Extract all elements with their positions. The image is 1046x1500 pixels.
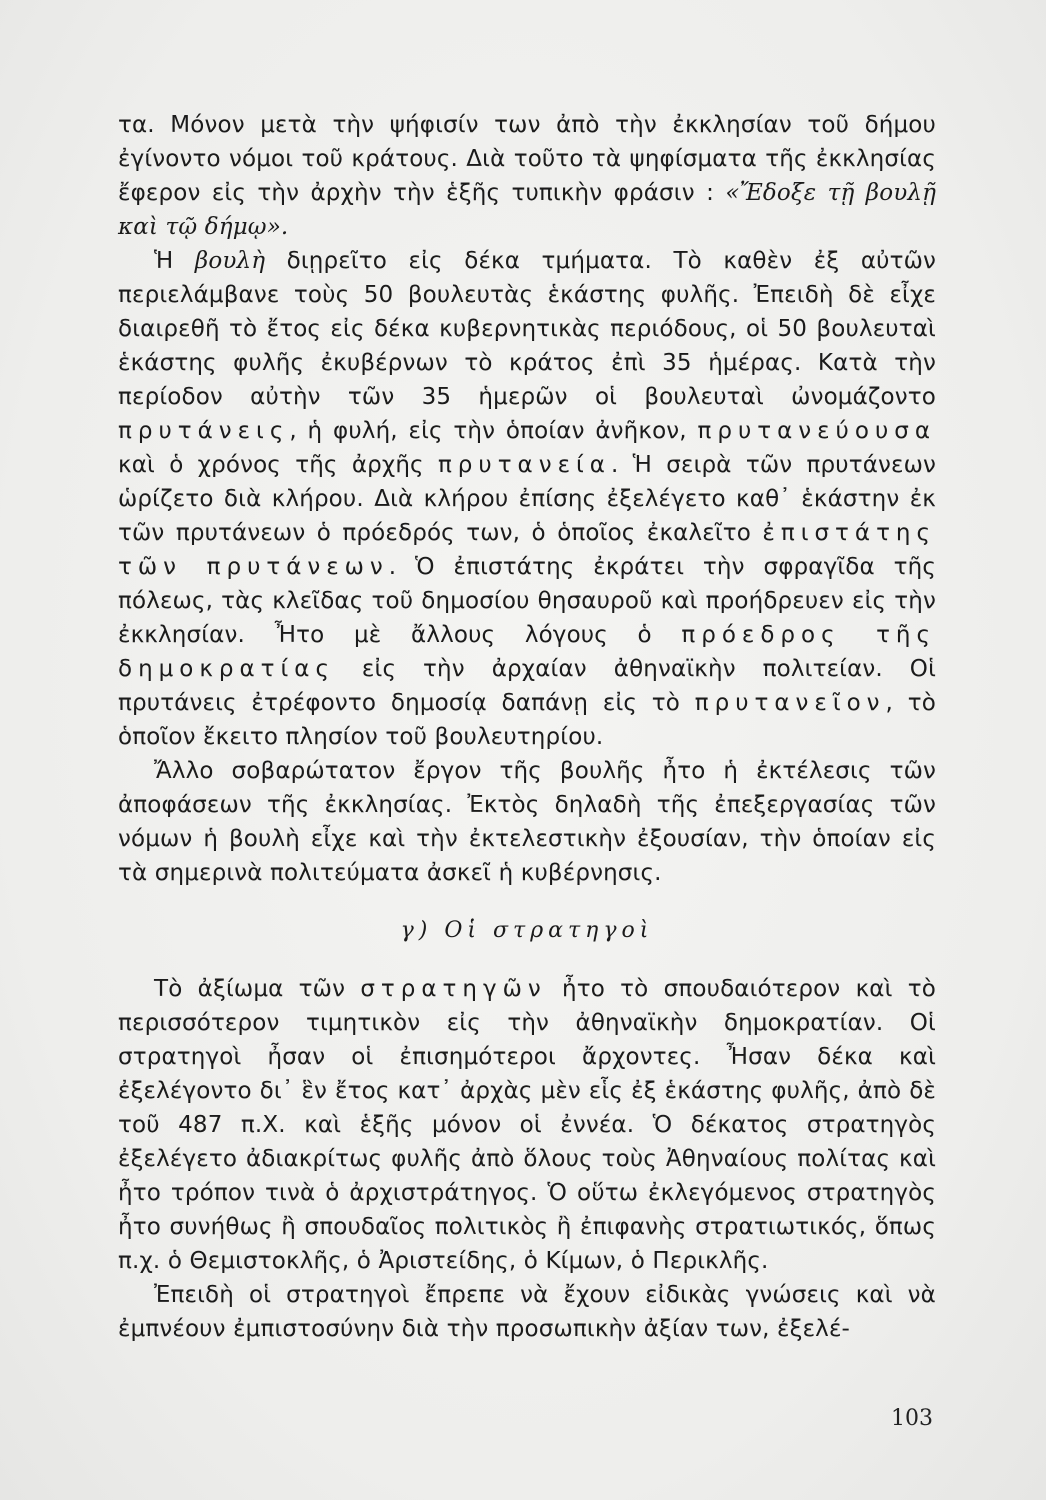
section-heading: γ) Οἱ στρατηγοὶ [400, 918, 654, 943]
paragraph-1 [118, 108, 936, 244]
paragraph-5: Ἐπειδὴ οἱ στρατηγοὶ ἔπρεπε νὰ ἔχουν εἰδικὰς γνώσεις καὶ νὰ ἐμπνέουν ἐμπιστοσύνην διὰ τὴν προσωπικὴν ἀξίαν των, ἐξελέ- [118, 1282, 936, 1342]
text-run: Ἡ [154, 248, 195, 274]
text-run: διῃρεῖτο εἰς δέκα τμήματα. Τὸ καθὲν ἐξ αὐτῶν περιελάμβανε τοὺς 50 βουλευτὰς ἑκάστης φυλῆς. Ἐπειδὴ δὲ εἶχε διαιρεθῆ τὸ ἔτος εἰς δέκα κυβερνητικὰς περιόδους, οἱ 50 βουλευταὶ ἑκάστης φυλῆς ἐκυβέρνων τὸ κράτος ἐπὶ 35 ἡμέρας. Κατὰ τὴν περίοδον αὐτὴν τῶν 35 ἡμερῶν οἱ βουλευταὶ ὠνομάζοντο [118, 248, 936, 410]
paragraph-2 [118, 244, 936, 754]
paragraph-3: Ἄλλο σοβαρώτατον ἔργον τῆς βουλῆς ἦτο ἡ ἐκτέλεσις τῶν ἀποφάσεων τῆς ἐκκλησίας. Ἐκτὸς δηλαδὴ τῆς ἐπεξεργασίας τῶν νόμων ἡ βουλὴ εἶχε καὶ τὴν ἐκτελεστικὴν ἐξουσίαν, τὴν ὁποίαν εἰς τὰ σημερινὰ πολιτεύματα ἀσκεῖ ἡ κυβέρνησις. [118, 758, 936, 886]
text-run: . Ὁ ἐπιστάτης ἐκράτει τὴν σφραγῖδα τῆς πόλεως, τὰς κλεῖδας τοῦ δημοσίου θησαυροῦ καὶ προήδρευεν εἰς τὴν ἐκκλησίαν. Ἦτο μὲ ἄλλους λόγους ὁ [118, 554, 936, 648]
body-text [118, 108, 936, 1346]
term-prytaneion: πρυτανεῖον [694, 690, 886, 716]
text-run: , τὸ ὁποῖον ἔκειτο πλησίον τοῦ βουλευτηρίου. [118, 690, 936, 750]
decree-formula: «Ἔδοξε τῇ βουλῇ καὶ τῷ δήμῳ». [118, 180, 936, 240]
term-prytaneia: πρυτανεία [437, 452, 611, 478]
term-prytaneis: πρυτάνεις [118, 418, 290, 444]
paragraph-1-text: τα. Μόνον μετὰ τὴν ψήφισίν των ἀπὸ τὴν ἐκκλησίαν τοῦ δήμου ἐγίνοντο νόμοι τοῦ κράτους. Διὰ τοῦτο τὰ ψηφίσματα τῆς ἐκκλησίας ἔφερον εἰς τὴν ἀρχὴν τὴν ἑξῆς τυπικὴν φράσιν : [118, 112, 936, 206]
text-run: καὶ ὁ χρόνος τῆς ἀρχῆς [118, 452, 438, 478]
text-run: ἦτο τὸ σπουδαιότερον καὶ τὸ περισσότερον τιμητικὸν εἰς τὴν ἀθηναϊκὴν δημοκρατίαν. Οἱ στρατηγοὶ ἦσαν οἱ ἐπισημότεροι ἄρχοντες. Ἦσαν δέκα καὶ ἐξελέγοντο δι᾽ ἓν ἔτος κατ᾽ ἀρχὰς μὲν εἷς ἐξ ἑκάστης φυλῆς, ἀπὸ δὲ τοῦ 487 π.Χ. καὶ ἑξῆς μόνον οἱ ἐννέα. Ὁ δέκατος στρατηγὸς ἐξελέγετο ἀδιακρίτως φυλῆς ἀπὸ ὅλους τοὺς Ἀθηναίους πολίτας καὶ ἦτο τρόπον τινὰ ὁ ἀρχιστράτηγος. Ὁ οὕτω ἐκλεγόμενος στρατηγὸς ἦτο συνήθως ἢ σπουδαῖος πολιτικὸς ἢ ἐπιφανὴς στρατιωτικός, ὅπως π.χ. ὁ Θεμιστοκλῆς, ὁ Ἀριστείδης, ὁ Κίμων, ὁ Περικλῆς. [118, 976, 937, 1274]
text-run: εἰς τὴν ἀρχαίαν ἀθηναϊκὴν πολιτείαν. Οἱ πρυτάνεις ἐτρέφοντο δημοσίᾳ δαπάνῃ εἰς τὸ [118, 656, 936, 716]
page-number: 103 [891, 1406, 933, 1431]
term-epistates: ἐπιστάτης τῶν πρυτάνεων [118, 520, 936, 580]
paragraph-4 [118, 972, 936, 1278]
text-run: . Ἡ σειρὰ τῶν πρυτάνεων ὡρίζετο διὰ κλήρου. Διὰ κλήρου ἐπίσης ἐξελέγετο καθ᾽ ἑκάστην ἐκ τῶν πρυτάνεων ὁ πρόεδρός των, ὁ ὁποῖος ἐκαλεῖτο [118, 452, 936, 546]
term-boule: βουλὴ [194, 248, 266, 274]
term-strategoi: στρατηγῶν [360, 976, 547, 1002]
text-run: , ἡ φυλή, εἰς τὴν ὁποίαν ἀνῆκον, [289, 418, 698, 444]
text-run: Τὸ ἀξίωμα τῶν [154, 976, 361, 1002]
term-proedros: πρόεδρος τῆς δημοκρατίας [118, 622, 936, 682]
term-prytaneuousa: πρυτανεύουσα [697, 418, 936, 444]
